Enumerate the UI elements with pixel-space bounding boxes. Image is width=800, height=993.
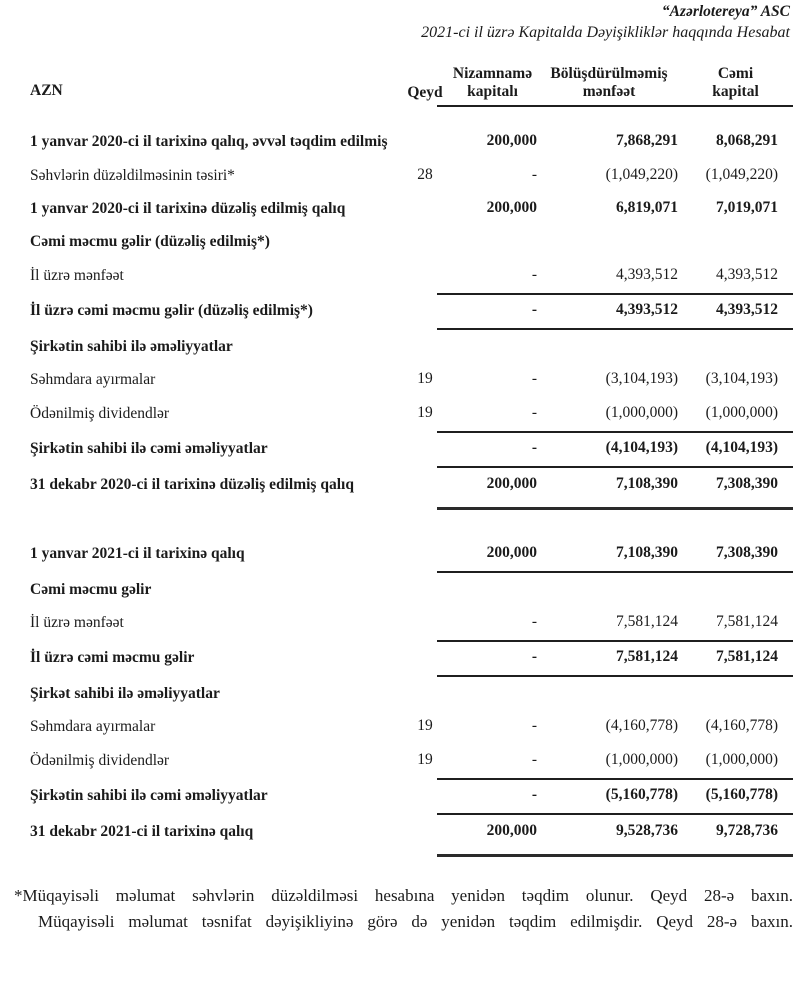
nizamname-cell: - [531, 717, 537, 735]
menfeet-cell: 9,528,736 [616, 821, 678, 839]
cemi-cell: 7,308,390 [716, 474, 778, 492]
table-row [30, 259, 793, 292]
column-header-qeyd: Qeyd [407, 83, 443, 101]
table-row [30, 159, 793, 192]
row-label: Şirkət sahibi ilə əməliyyatlar [30, 684, 220, 702]
row-label: Şirkətin sahibi ilə cəmi əməliyyatlar [30, 787, 268, 805]
currency-label: AZN [30, 81, 63, 99]
row-label: Şirkətin sahibi ilə əməliyyatlar [30, 337, 233, 355]
table-row [30, 677, 793, 710]
menfeet-cell: (4,104,193) [605, 439, 678, 457]
menfeet-cell: (1,000,000) [605, 403, 678, 421]
cemi-cell: 4,393,512 [716, 301, 778, 319]
row-label: 1 yanvar 2021-ci il tarixinə qalıq [30, 545, 245, 563]
menfeet-cell: 7,868,291 [616, 132, 678, 150]
cemi-cell: 7,581,124 [716, 612, 778, 630]
nizamname-cell: - [531, 301, 537, 319]
menfeet-cell: (4,160,778) [605, 717, 678, 735]
cemi-cell: 7,308,390 [716, 544, 778, 562]
table-row [30, 397, 793, 430]
row-label: Ödənilmiş dividendlər [30, 751, 170, 769]
nizamname-cell: - [531, 403, 537, 421]
row-label: Cəmi məcmu gəlir [30, 580, 152, 598]
footnote-line-2: Müqayisəli məlumat təsnifat dəyişikliyinə görə də yenidən təqdim edilmişdir. Qeyd 28-ə baxın. [38, 911, 793, 931]
column-header-cemi-kapital [678, 65, 793, 103]
column-header-line: Bölüşdürülməmiş [550, 65, 668, 82]
footnote [14, 883, 793, 936]
menfeet-cell: 7,108,390 [616, 474, 678, 492]
qeyd-cell: 28 [417, 165, 433, 183]
row-label: Cəmi məcmu gəlir (düzəliş edilmiş*) [30, 233, 270, 251]
nizamname-cell: - [531, 265, 537, 283]
menfeet-cell: (1,049,220) [605, 165, 678, 183]
nizamname-cell: 200,000 [486, 198, 537, 216]
report-title: 2021-ci il üzrə Kapitalda Dəyişikliklər haqqında Hesabat [421, 23, 790, 41]
nizamname-cell: - [531, 165, 537, 183]
table-row [30, 468, 793, 501]
nizamname-cell: 200,000 [486, 474, 537, 492]
company-name: “Azərlotereya” ASC [661, 3, 790, 20]
menfeet-cell: (5,160,778) [605, 786, 678, 804]
cemi-cell: 8,068,291 [716, 132, 778, 150]
table-row [30, 815, 793, 848]
row-label: Səhmdara ayırmalar [30, 371, 156, 389]
row-label: Səhvlərin düzəldilməsinin təsiri* [30, 166, 235, 184]
row-label: 1 yanvar 2020-ci il tarixinə qalıq, əvvəl təqdim edilmiş [30, 133, 388, 151]
menfeet-cell: 7,581,124 [616, 612, 678, 630]
cemi-cell: (4,104,193) [705, 439, 778, 457]
row-label: Şirkətin sahibi ilə cəmi əməliyyatlar [30, 440, 268, 458]
menfeet-cell: 7,108,390 [616, 544, 678, 562]
table-row [30, 126, 793, 159]
column-header-line: mənfəət [582, 83, 636, 101]
table-row [30, 433, 793, 466]
cemi-cell: 7,019,071 [716, 198, 778, 216]
table-body [30, 126, 793, 857]
cemi-cell: (1,000,000) [705, 403, 778, 421]
nizamname-cell: - [531, 786, 537, 804]
table-row [30, 642, 793, 675]
menfeet-cell: (3,104,193) [605, 370, 678, 388]
row-label: İl üzrə cəmi məcmu gəlir (düzəliş edilmiş*) [30, 302, 313, 320]
cemi-cell: (3,104,193) [705, 370, 778, 388]
column-header-nizamname-kapitali [445, 65, 540, 103]
menfeet-cell: 7,581,124 [616, 648, 678, 666]
column-header-line: Nizamnamə [452, 65, 533, 82]
nizamname-cell: 200,000 [486, 544, 537, 562]
table-row [30, 573, 793, 606]
table-header-row [30, 65, 793, 103]
qeyd-cell: 19 [417, 717, 433, 735]
table-row [30, 780, 793, 813]
footnote-line-1: *Müqayisəli məlumat səhvlərin düzəldilməsi hesabına yenidən təqdim olunur. Qeyd 28-ə baxın. [14, 885, 793, 905]
header-rule [437, 105, 793, 107]
column-header-line: kapital [712, 83, 759, 101]
nizamname-cell: - [531, 439, 537, 457]
table-row [30, 192, 793, 225]
row-label: 1 yanvar 2020-ci il tarixinə düzəliş edilmiş qalıq [30, 199, 346, 217]
row-label: 31 dekabr 2021-ci il tarixinə qalıq [30, 822, 254, 840]
row-label: İl üzrə mənfəət [30, 613, 124, 631]
table-row [30, 538, 793, 571]
cemi-cell: 9,728,736 [716, 821, 778, 839]
table-row [30, 226, 793, 259]
table-row [30, 330, 793, 363]
menfeet-cell: 6,819,071 [616, 198, 678, 216]
cemi-cell: 7,581,124 [716, 648, 778, 666]
equity-statement-table [30, 65, 793, 857]
table-row [30, 711, 793, 744]
row-label: 31 dekabr 2020-ci il tarixinə düzəliş edilmiş qalıq [30, 475, 354, 493]
column-header-line: kapitalı [467, 83, 518, 101]
menfeet-cell: 4,393,512 [616, 265, 678, 283]
table-rule [437, 854, 793, 857]
table-row [30, 744, 793, 777]
row-label: İl üzrə cəmi məcmu gəlir [30, 649, 195, 667]
column-header-bolusdurulmemis-menfeet [540, 65, 678, 103]
row-label: Səhmdara ayırmalar [30, 718, 156, 736]
cemi-cell: (5,160,778) [705, 786, 778, 804]
cemi-cell: (1,049,220) [705, 165, 778, 183]
table-row [30, 606, 793, 639]
menfeet-cell: 4,393,512 [616, 301, 678, 319]
menfeet-cell: (1,000,000) [605, 750, 678, 768]
qeyd-cell: 19 [417, 403, 433, 421]
row-label: İl üzrə mənfəət [30, 266, 124, 284]
nizamname-cell: 200,000 [486, 132, 537, 150]
cemi-cell: 4,393,512 [716, 265, 778, 283]
cemi-cell: (1,000,000) [705, 750, 778, 768]
nizamname-cell: 200,000 [486, 821, 537, 839]
nizamname-cell: - [531, 370, 537, 388]
nizamname-cell: - [531, 648, 537, 666]
report-header [30, 0, 793, 42]
table-row [30, 364, 793, 397]
nizamname-cell: - [531, 750, 537, 768]
table-row [30, 295, 793, 328]
section-spacer [30, 510, 793, 538]
qeyd-cell: 19 [417, 750, 433, 768]
qeyd-cell: 19 [417, 370, 433, 388]
nizamname-cell: - [531, 612, 537, 630]
column-header-line: Cəmi [717, 65, 754, 82]
row-label: Ödənilmiş dividendlər [30, 404, 170, 422]
cemi-cell: (4,160,778) [705, 717, 778, 735]
